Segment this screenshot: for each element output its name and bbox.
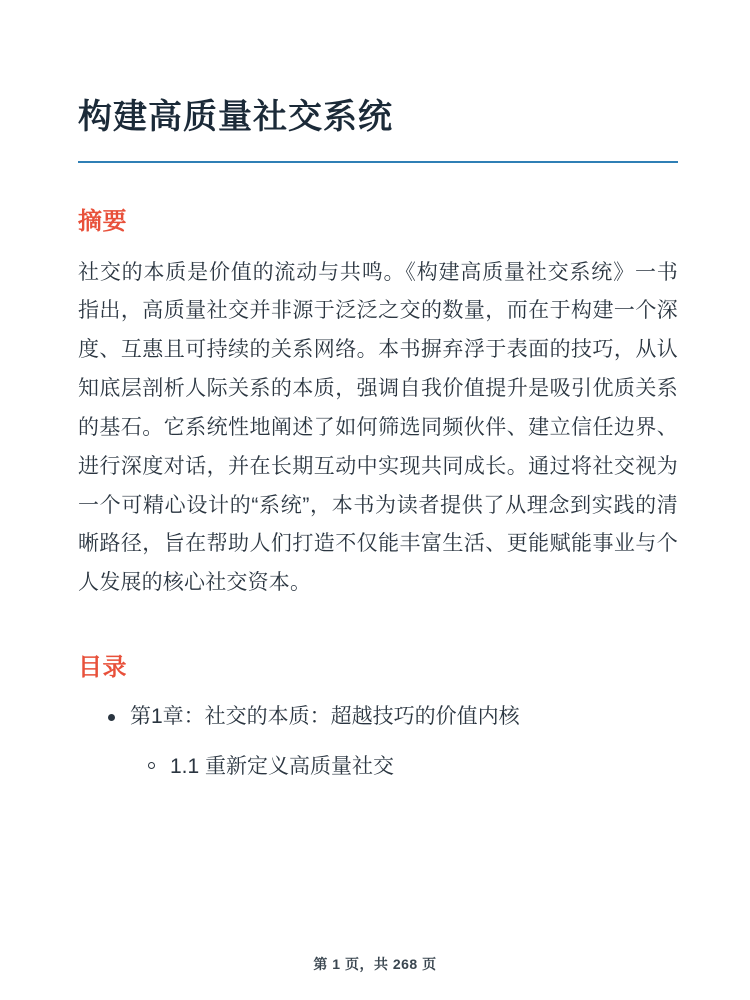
toc-section-item[interactable] <box>130 750 678 784</box>
toc-heading: 目录 <box>78 654 127 682</box>
title-divider <box>78 161 678 163</box>
toc-chapter-label: 第1章：社交的本质：超越技巧的价值内核 <box>130 705 520 729</box>
page-footer: 第 1 页，共 268 页 <box>313 956 437 972</box>
page-title: 构建高质量社交系统 <box>78 98 393 136</box>
toc-chapter-item[interactable] <box>78 700 678 783</box>
abstract-heading: 摘要 <box>78 207 127 235</box>
toc-list <box>78 700 678 783</box>
abstract-body: 社交的本质是价值的流动与共鸣。《构建高质量社交系统》一书指出，高质量社交并非源于泛泛之交的数量，而在于构建一个深度、互惠且可持续的关系网络。本书摒弃浮于表面的技巧，从认知底层剖析人际关系的本质，强调自我价值提升是吸引优质关系的基石。它系统性地阐述了如何筛选同频伙伴、建立信任边界、进行深度对话，并在长期互动中实现共同成长。通过将社交视为一个可精心设计的“系统”，本书为读者提供了从理念到实践的清晰路径，旨在帮助人们打造不仅能丰富生活、更能赋能事业与个人发展的核心社交资本。 <box>78 260 678 595</box>
toc-sublist <box>130 750 678 784</box>
toc-section-label: 1.1 重新定义高质量社交 <box>170 754 395 778</box>
